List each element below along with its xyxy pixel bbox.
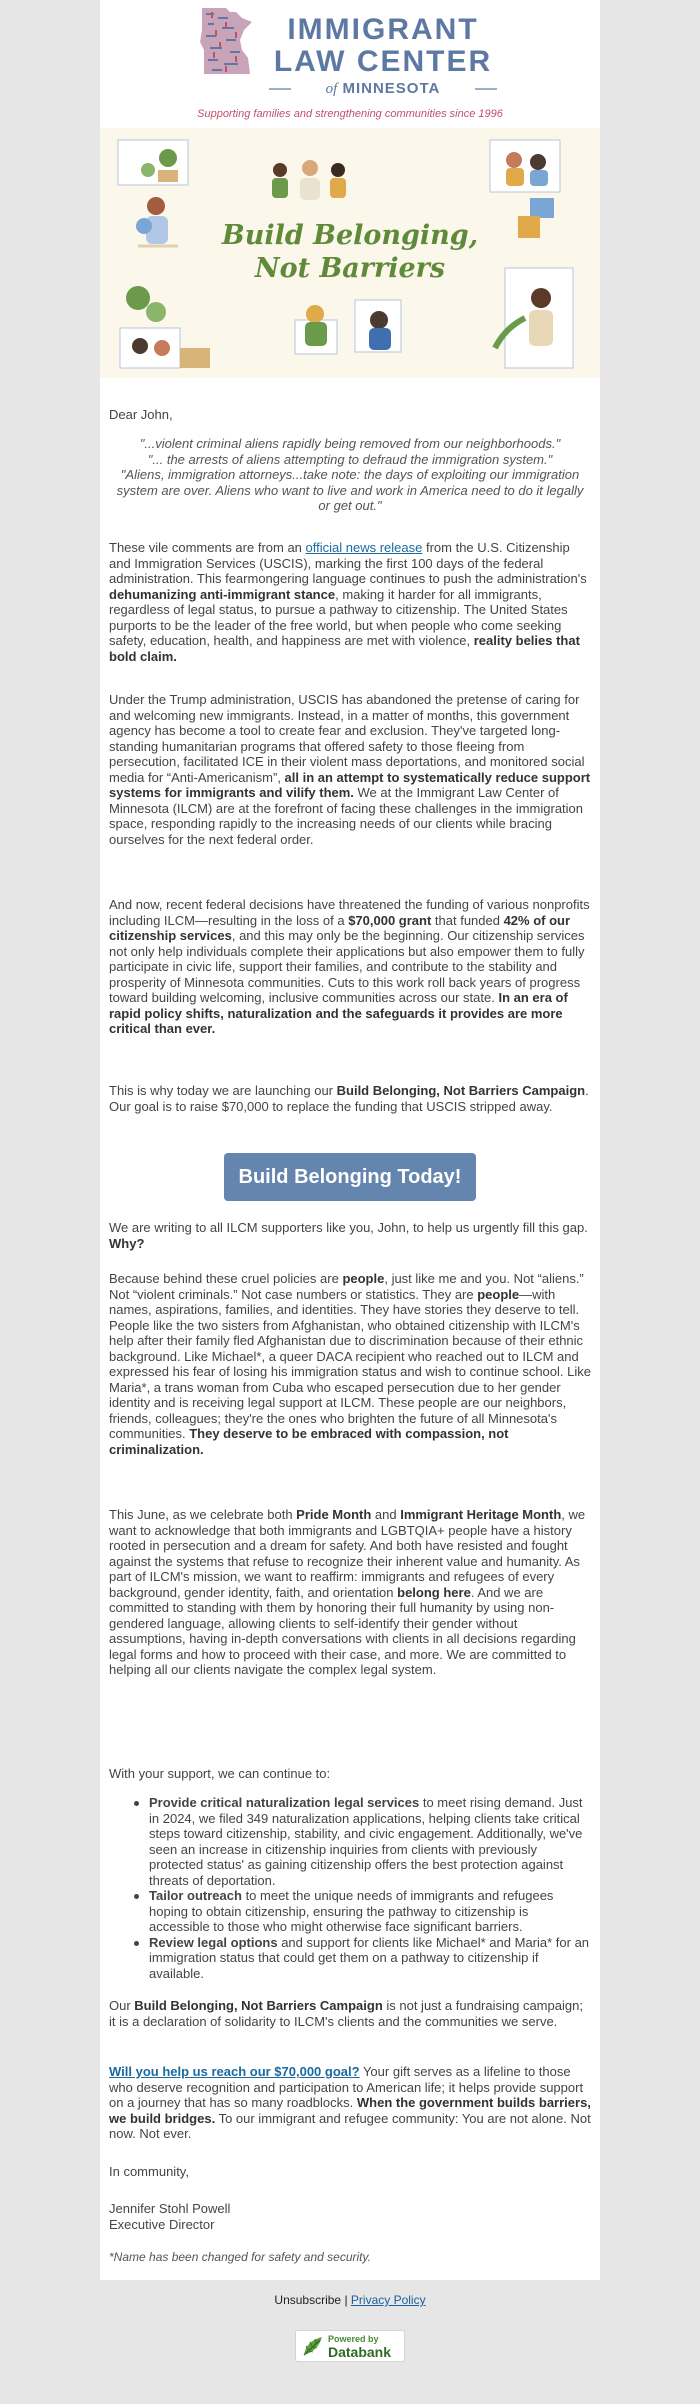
emphasis: reality belies that bold claim. bbox=[109, 633, 580, 664]
minnesota-map-logo-icon bbox=[196, 6, 256, 76]
window-illustration bbox=[118, 140, 188, 185]
quote: "... the arrests of aliens attempting to defraud the immigration system." bbox=[147, 451, 553, 467]
quotes-block bbox=[114, 436, 586, 514]
leaf-icon bbox=[302, 2335, 324, 2357]
paragraph-why bbox=[109, 1220, 591, 1251]
emphasis: Tailor outreach bbox=[149, 1888, 242, 1903]
unsubscribe-link[interactable]: Unsubscribe bbox=[274, 2293, 342, 2307]
greeting: Dear John, bbox=[109, 407, 173, 422]
quote: "Aliens, immigration attorneys...take note: the days of exploiting our immigration system are over. Aliens who want to live and work in America need to do it legally or get out." bbox=[116, 467, 584, 513]
signer-title: Executive Director bbox=[109, 2217, 215, 2232]
hero-banner bbox=[100, 128, 600, 378]
list-item bbox=[109, 1888, 591, 1935]
people-illustration bbox=[295, 300, 401, 354]
paragraph-intro bbox=[109, 540, 591, 664]
text: to meet rising demand. Just in 2024, we filed 349 naturalization applications, helping clients take critical steps toward citizenship, stability, and civic engagement. Additionally, we've seen an increase in citizenship inquiries from clients with previously protected status' as gaining citizenship offers the best protection against threats of deportation. bbox=[149, 1795, 583, 1888]
quote: "...violent criminal aliens rapidly being removed from our neighborhoods." bbox=[139, 436, 561, 451]
paragraph-declaration bbox=[109, 1998, 591, 2029]
paragraph-people bbox=[109, 1271, 591, 1457]
text: We are writing to all ILCM supporters like you, John, to help us urgently fill this gap. bbox=[109, 1220, 588, 1235]
emphasis: $70,000 grant bbox=[348, 912, 432, 928]
text: to meet the unique needs of immigrants and refugees hoping to obtain citizenship, ensuring the pathway to citizenship is accessible to those who might otherwise face significant barriers. bbox=[149, 1888, 554, 1934]
emphasis: people bbox=[342, 1271, 385, 1286]
footer-links bbox=[0, 2293, 700, 2307]
goal-link[interactable]: Will you help us reach our $70,000 goal? bbox=[109, 2064, 360, 2079]
signer-name: Jennifer Stohl Powell bbox=[109, 2201, 231, 2216]
text: To our immigrant and refugee community: You are not alone. Not now. Not ever. bbox=[109, 2110, 591, 2141]
window-illustration bbox=[490, 140, 560, 192]
emphasis: all in an attempt to systematically reduce support systems for immigrants and vilify them. bbox=[109, 769, 591, 800]
text: , making it harder for all immigrants, regardless of legal status, to pursue a pathway to citizenship. The United States purports to be the leader of the free world, but when people who come seeking safety, education, health, and happiness are met with violence, bbox=[109, 586, 568, 648]
emphasis: people bbox=[477, 1286, 520, 1302]
paragraph-campaign bbox=[109, 1083, 591, 1114]
emphasis: Pride Month bbox=[296, 1507, 372, 1522]
org-name-of: of bbox=[325, 81, 338, 97]
text: , we want to acknowledge that both immigrants and LGBTQIA+ people have a history rooted in persecution and a dream for safety. And both have resisted and fought against the systems that refuse to recognize their inherent value and humanity. As part of ILCM's mission, we want to reaffirm: immigrants and refugees of every background, gender identity, faith, and orientation bbox=[109, 1507, 586, 1600]
bullet bbox=[134, 1801, 139, 1806]
emphasis: Why? bbox=[109, 1235, 145, 1251]
closing: In community, bbox=[109, 2164, 189, 2179]
build-belonging-button[interactable]: Build Belonging Today! bbox=[224, 1153, 476, 1201]
text: This is why today we are launching our bbox=[109, 1083, 337, 1098]
org-name-line1: IMMIGRANT bbox=[287, 13, 479, 46]
group-illustration bbox=[272, 160, 346, 200]
text: and bbox=[371, 1507, 401, 1522]
text: . And we are committed to standing with them by honoring their full humanity by using non-gendered language, allowing clients to self-identify their gender without assumptions, having in-depth conversations with clients in all decisions regarding legal forms and how to proceed with their case, and more. We are committed to helping all our clients navigate the complex legal system. bbox=[109, 1584, 576, 1677]
text: from the U.S. Citizenship and Immigration Services (USCIS), marking the first 100 days of the federal administration. This fearmongering language continues to push the administration's bbox=[109, 540, 587, 586]
paragraph-funding bbox=[109, 897, 591, 1037]
emphasis: When the government builds barriers, we build bridges. bbox=[109, 2095, 591, 2126]
privacy-policy-link[interactable]: Privacy Policy bbox=[350, 2293, 426, 2307]
text: . Our goal is to raise $70,000 to replace the funding that USCIS stripped away. bbox=[109, 1083, 589, 1114]
hero-title-line1: Build Belonging, bbox=[221, 220, 479, 251]
text: is not just a fundraising campaign; it is a declaration of solidarity to ILCM's clients and the communities we serve. bbox=[109, 1998, 583, 2029]
emphasis: dehumanizing anti-immigrant stance bbox=[109, 586, 336, 602]
powered-by-databank-badge[interactable] bbox=[295, 2330, 405, 2362]
powered-by-text: Powered by bbox=[328, 2334, 379, 2344]
emphasis: Build Belonging, Not Barriers Campaign bbox=[134, 1998, 383, 2013]
text: We at the Immigrant Law Center of Minnesota (ILCM) are at the forefront of facing these challenges in the immigration space, responding rapidly to the increasing needs of our clients while bracing ourselves for the next federal order. bbox=[109, 785, 584, 847]
text: And now, recent federal decisions have threatened the funding of various nonprofits including ILCM—resulting in the loss of a bbox=[109, 897, 590, 928]
logo-header bbox=[100, 0, 600, 127]
text: , and this may only be the beginning. Our citizenship services not only help individuals complete their applications but also empower them to fully participate in civic life, support their families, and contribute to the stability and prosperity of Minnesota communities. Cuts to this work roll back years of progress toward building welcoming, inclusive communities across our state. bbox=[109, 928, 585, 1005]
paragraph-ask bbox=[109, 2064, 591, 2142]
emphasis: 42% of our citizenship services bbox=[109, 912, 571, 943]
emphasis: Immigrant Heritage Month bbox=[400, 1507, 562, 1522]
emphasis: In an era of rapid policy shifts, naturalization and the safeguards it provides are more critical than ever. bbox=[109, 990, 568, 1036]
text: Your gift serves as a lifeline to those who deserve recognition and participation to American life; it helps provide support on a journey that has so many roadblocks. bbox=[109, 2064, 584, 2110]
emphasis: Build Belonging, Not Barriers Campaign bbox=[336, 1083, 586, 1098]
org-name-line2: LAW CENTER bbox=[273, 45, 493, 78]
support-list bbox=[109, 1795, 591, 1981]
footnote: *Name has been changed for safety and security. bbox=[109, 2250, 371, 2264]
emphasis: Provide critical naturalization legal services bbox=[149, 1795, 420, 1810]
emphasis: belong here bbox=[397, 1584, 471, 1600]
text: , just like me and you. Not “aliens.” Not “violent criminals.” Not case numbers or statistics. They are bbox=[109, 1271, 584, 1302]
emphasis: They deserve to be embraced with compassion, not criminalization. bbox=[109, 1426, 509, 1457]
text: that funded bbox=[431, 912, 504, 928]
text: These vile comments are from an bbox=[109, 540, 306, 555]
list-item bbox=[109, 1795, 591, 1888]
paragraph-uscis bbox=[109, 692, 591, 847]
plants-illustration bbox=[120, 286, 210, 368]
text: and support for clients like Michael* and Maria* for an immigration status that could get them on a pathway to citizenship if available. bbox=[149, 1934, 590, 1981]
bullet bbox=[134, 1941, 139, 1946]
text: This June, as we celebrate both bbox=[109, 1507, 297, 1522]
text: Because behind these cruel policies are bbox=[109, 1271, 343, 1286]
hero-title-line2: Not Barriers bbox=[254, 253, 446, 284]
tagline: Supporting families and strengthening communities since 1996 bbox=[197, 108, 503, 120]
emphasis: Review legal options bbox=[149, 1934, 278, 1950]
paragraph-support: With your support, we can continue to: bbox=[109, 1766, 331, 1781]
list-item bbox=[109, 1935, 591, 1982]
text: —with names, aspirations, families, and identities. They have stories they deserve to tell. People like the two sisters from Afghanistan, who obtained citizenship with ILCM's help after their family fled Afghanistan due to discrimination because of their ethnic background. Like Michael*, a queer DACA recipient who reached out to ILCM and expressed his fear of losing his immigration status and wish to continue school. Like Maria*, a trans woman from Cuba who escaped persecution due to her gender identity and is receiving legal support at ILCM. These people are our neighbors, friends, colleagues; they're the ones who brighten the future of all Minnesota's communities. bbox=[109, 1286, 591, 1441]
official-news-release-link[interactable]: official news release bbox=[305, 540, 423, 555]
org-name-line3 bbox=[263, 80, 503, 98]
databank-text: Databank bbox=[328, 2344, 392, 2360]
org-name-state: MINNESOTA bbox=[342, 80, 441, 97]
email-card bbox=[100, 0, 600, 2280]
text: Our bbox=[109, 1998, 135, 2013]
bullet bbox=[134, 1894, 139, 1899]
text: Under the Trump administration, USCIS has abandoned the pretense of caring for and welcoming new immigrants. Instead, in a matter of months, this government agency has become a tool to create fear and exclusion. They've targeted long-standing humanitarian programs that offered safety to those fleeing from persecution, facilitated ICE in their violent mass deportations, and monitored social media for “Anti-Americanism”, bbox=[109, 692, 585, 785]
paragraph-pride bbox=[109, 1507, 591, 1678]
separator: | bbox=[341, 2293, 351, 2307]
